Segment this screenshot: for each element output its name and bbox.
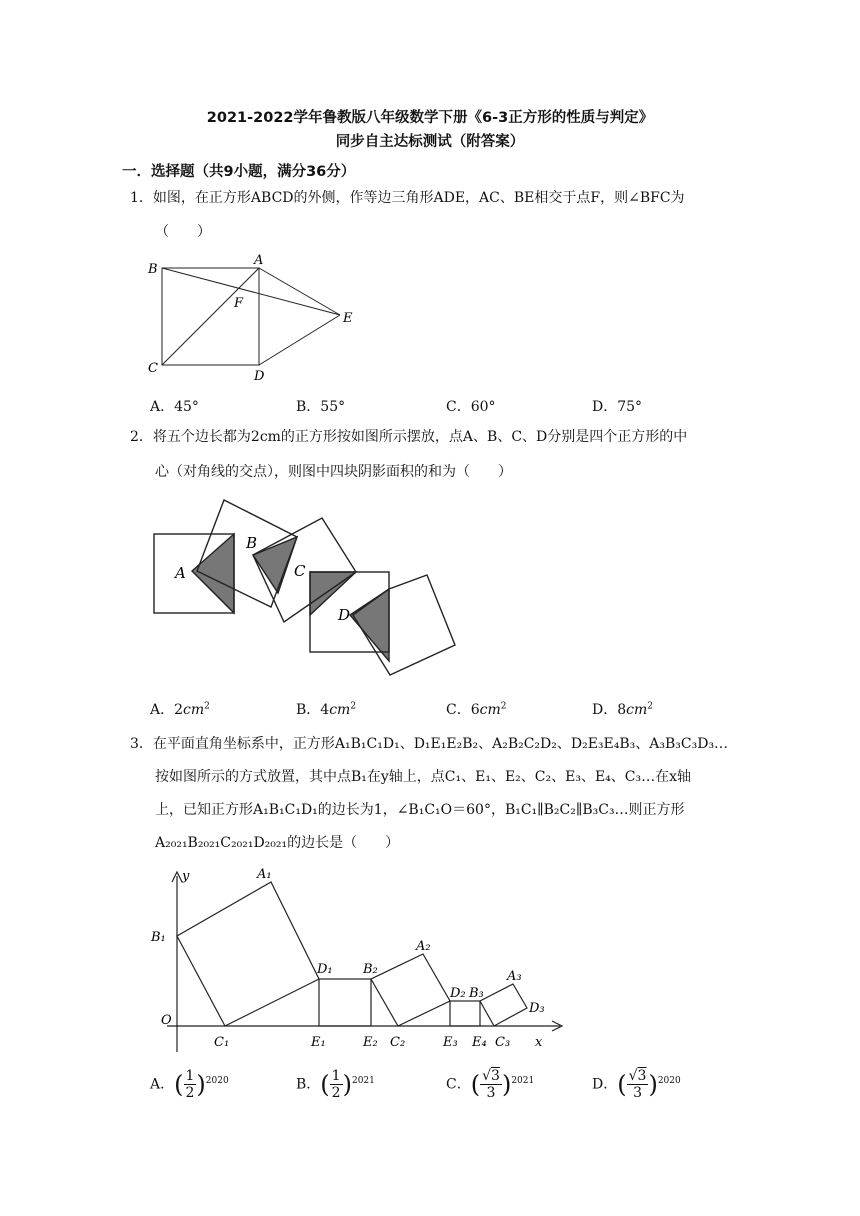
q3-label-a3: A₃: [507, 969, 522, 984]
q3-label-a2: A₂: [416, 939, 431, 954]
q2-label-b: B: [246, 534, 258, 552]
q2-option-a[interactable]: A．$2cm^2$: [150, 701, 210, 718]
q3-option-b[interactable]: B．( $\frac{1}{2}$ )$^{2021}$: [296, 1068, 375, 1101]
shade-a: [192, 534, 234, 613]
q3-label-c3: C₃: [495, 1035, 511, 1050]
segment-be: [162, 268, 340, 315]
shade-d: [350, 589, 389, 661]
q1-stem-line1: 1．如图，在正方形ABCD的外侧，作等边三角形ADE，AC、BE相交于点F，则∠BFC为: [130, 190, 685, 206]
q2-option-b[interactable]: B．$4cm^2$: [296, 701, 357, 718]
q3-stem-line2: 按如图所示的方式放置，其中点B₁在y轴上，点C₁、E₁、E₂、C₂、E₃、E₄、C₃…在x轴: [155, 769, 692, 785]
q3-stem-line4: A₂₀₂₁B₂₀₂₁C₂₀₂₁D₂₀₂₁的边长是（ ）: [155, 835, 400, 851]
q3-label-d2: D₂: [450, 986, 466, 1001]
q3-label-c2: C₂: [390, 1035, 406, 1050]
q3-label-e1: E₁: [311, 1035, 326, 1050]
q2-stem-line2: 心（对角线的交点），则图中四块阴影面积的和为（ ）: [155, 464, 512, 480]
q1-option-d[interactable]: D．75°: [592, 399, 643, 415]
q1-option-a[interactable]: A．45°: [150, 399, 199, 415]
q3-label-o: O: [161, 1013, 172, 1028]
q3-label-x: x: [535, 1035, 543, 1050]
q3-label-d3: D₃: [529, 1001, 545, 1016]
q2-label-d: D: [338, 606, 351, 624]
q1-label-b: B: [148, 262, 158, 277]
diagonal-ac: [162, 268, 259, 365]
square-d1e1e2b2: [319, 979, 371, 1026]
square-a1b1c1d1: [177, 882, 319, 1026]
segment-ae: [259, 268, 340, 315]
q2-option-c[interactable]: C．$6cm^2$: [446, 701, 507, 718]
square-d2e3e4b3: [450, 1001, 480, 1026]
q3-option-c[interactable]: C．( $\frac{√3}{3}$ )$^{2021}$: [446, 1068, 535, 1101]
q2-figure: [140, 495, 470, 685]
q2-stem-line1: 2．将五个边长都为2cm的正方形按如图所示摆放，点A、B、C、D分别是四个正方形的中: [130, 429, 688, 445]
q1-option-b[interactable]: B．55°: [296, 399, 346, 415]
q3-label-b2: B₂: [363, 962, 378, 977]
page-title: 2021-2022学年鲁教版八年级数学下册《6-3正方形的性质与判定》: [206, 110, 654, 126]
q1-stem-line2: （ ）: [155, 224, 211, 240]
segment-de: [259, 315, 340, 365]
shade-b: [253, 537, 297, 593]
q3-option-d[interactable]: D．( $\frac{√3}{3}$ )$^{2020}$: [592, 1068, 681, 1101]
q2-option-d[interactable]: D．$8cm^2$: [592, 701, 654, 718]
page-subtitle: 同步自主达标测试（附答案）: [335, 134, 525, 150]
square-a3b3c3d3: [480, 984, 527, 1026]
square-a2b2c2d2: [371, 954, 450, 1026]
q3-label-d1: D₁: [317, 962, 333, 977]
q3-stem-line1: 3．在平面直角坐标系中，正方形A₁B₁C₁D₁、D₁E₁E₂B₂、A₂B₂C₂D₂、D₂E₃E₄B₃、A₃B₃C₃D₃…: [130, 736, 729, 752]
q3-label-e4: E₄: [472, 1035, 487, 1050]
q3-label-e2: E₂: [363, 1035, 378, 1050]
q1-figure: [140, 250, 370, 385]
q3-stem-line3: 上，已知正方形A₁B₁C₁D₁的边长为1，∠B₁C₁O＝60°，B₁C₁∥B₂C₂∥B₃C₃…则正方形: [155, 802, 685, 818]
q3-option-a[interactable]: A．( $\frac{1}{2}$ )$^{2020}$: [150, 1068, 229, 1101]
q2-label-a: A: [175, 564, 186, 582]
section-heading: 一．选择题（共9小题，满分36分）: [122, 164, 356, 180]
q3-label-a1: A₁: [257, 867, 272, 882]
q1-label-a: A: [254, 253, 264, 268]
q2-label-c: C: [294, 562, 306, 580]
q3-label-y: y: [182, 869, 190, 884]
q1-option-c[interactable]: C．60°: [446, 399, 496, 415]
q3-label-e3: E₃: [443, 1035, 458, 1050]
q1-label-d: D: [254, 369, 265, 384]
q3-label-b3: B₃: [469, 986, 484, 1001]
q3-label-b1: B₁: [151, 930, 166, 945]
q1-label-c: C: [148, 361, 158, 376]
q3-figure: [145, 862, 565, 1057]
q1-label-e: E: [343, 311, 353, 326]
q1-label-f: F: [234, 296, 244, 311]
q3-label-c1: C₁: [214, 1035, 230, 1050]
